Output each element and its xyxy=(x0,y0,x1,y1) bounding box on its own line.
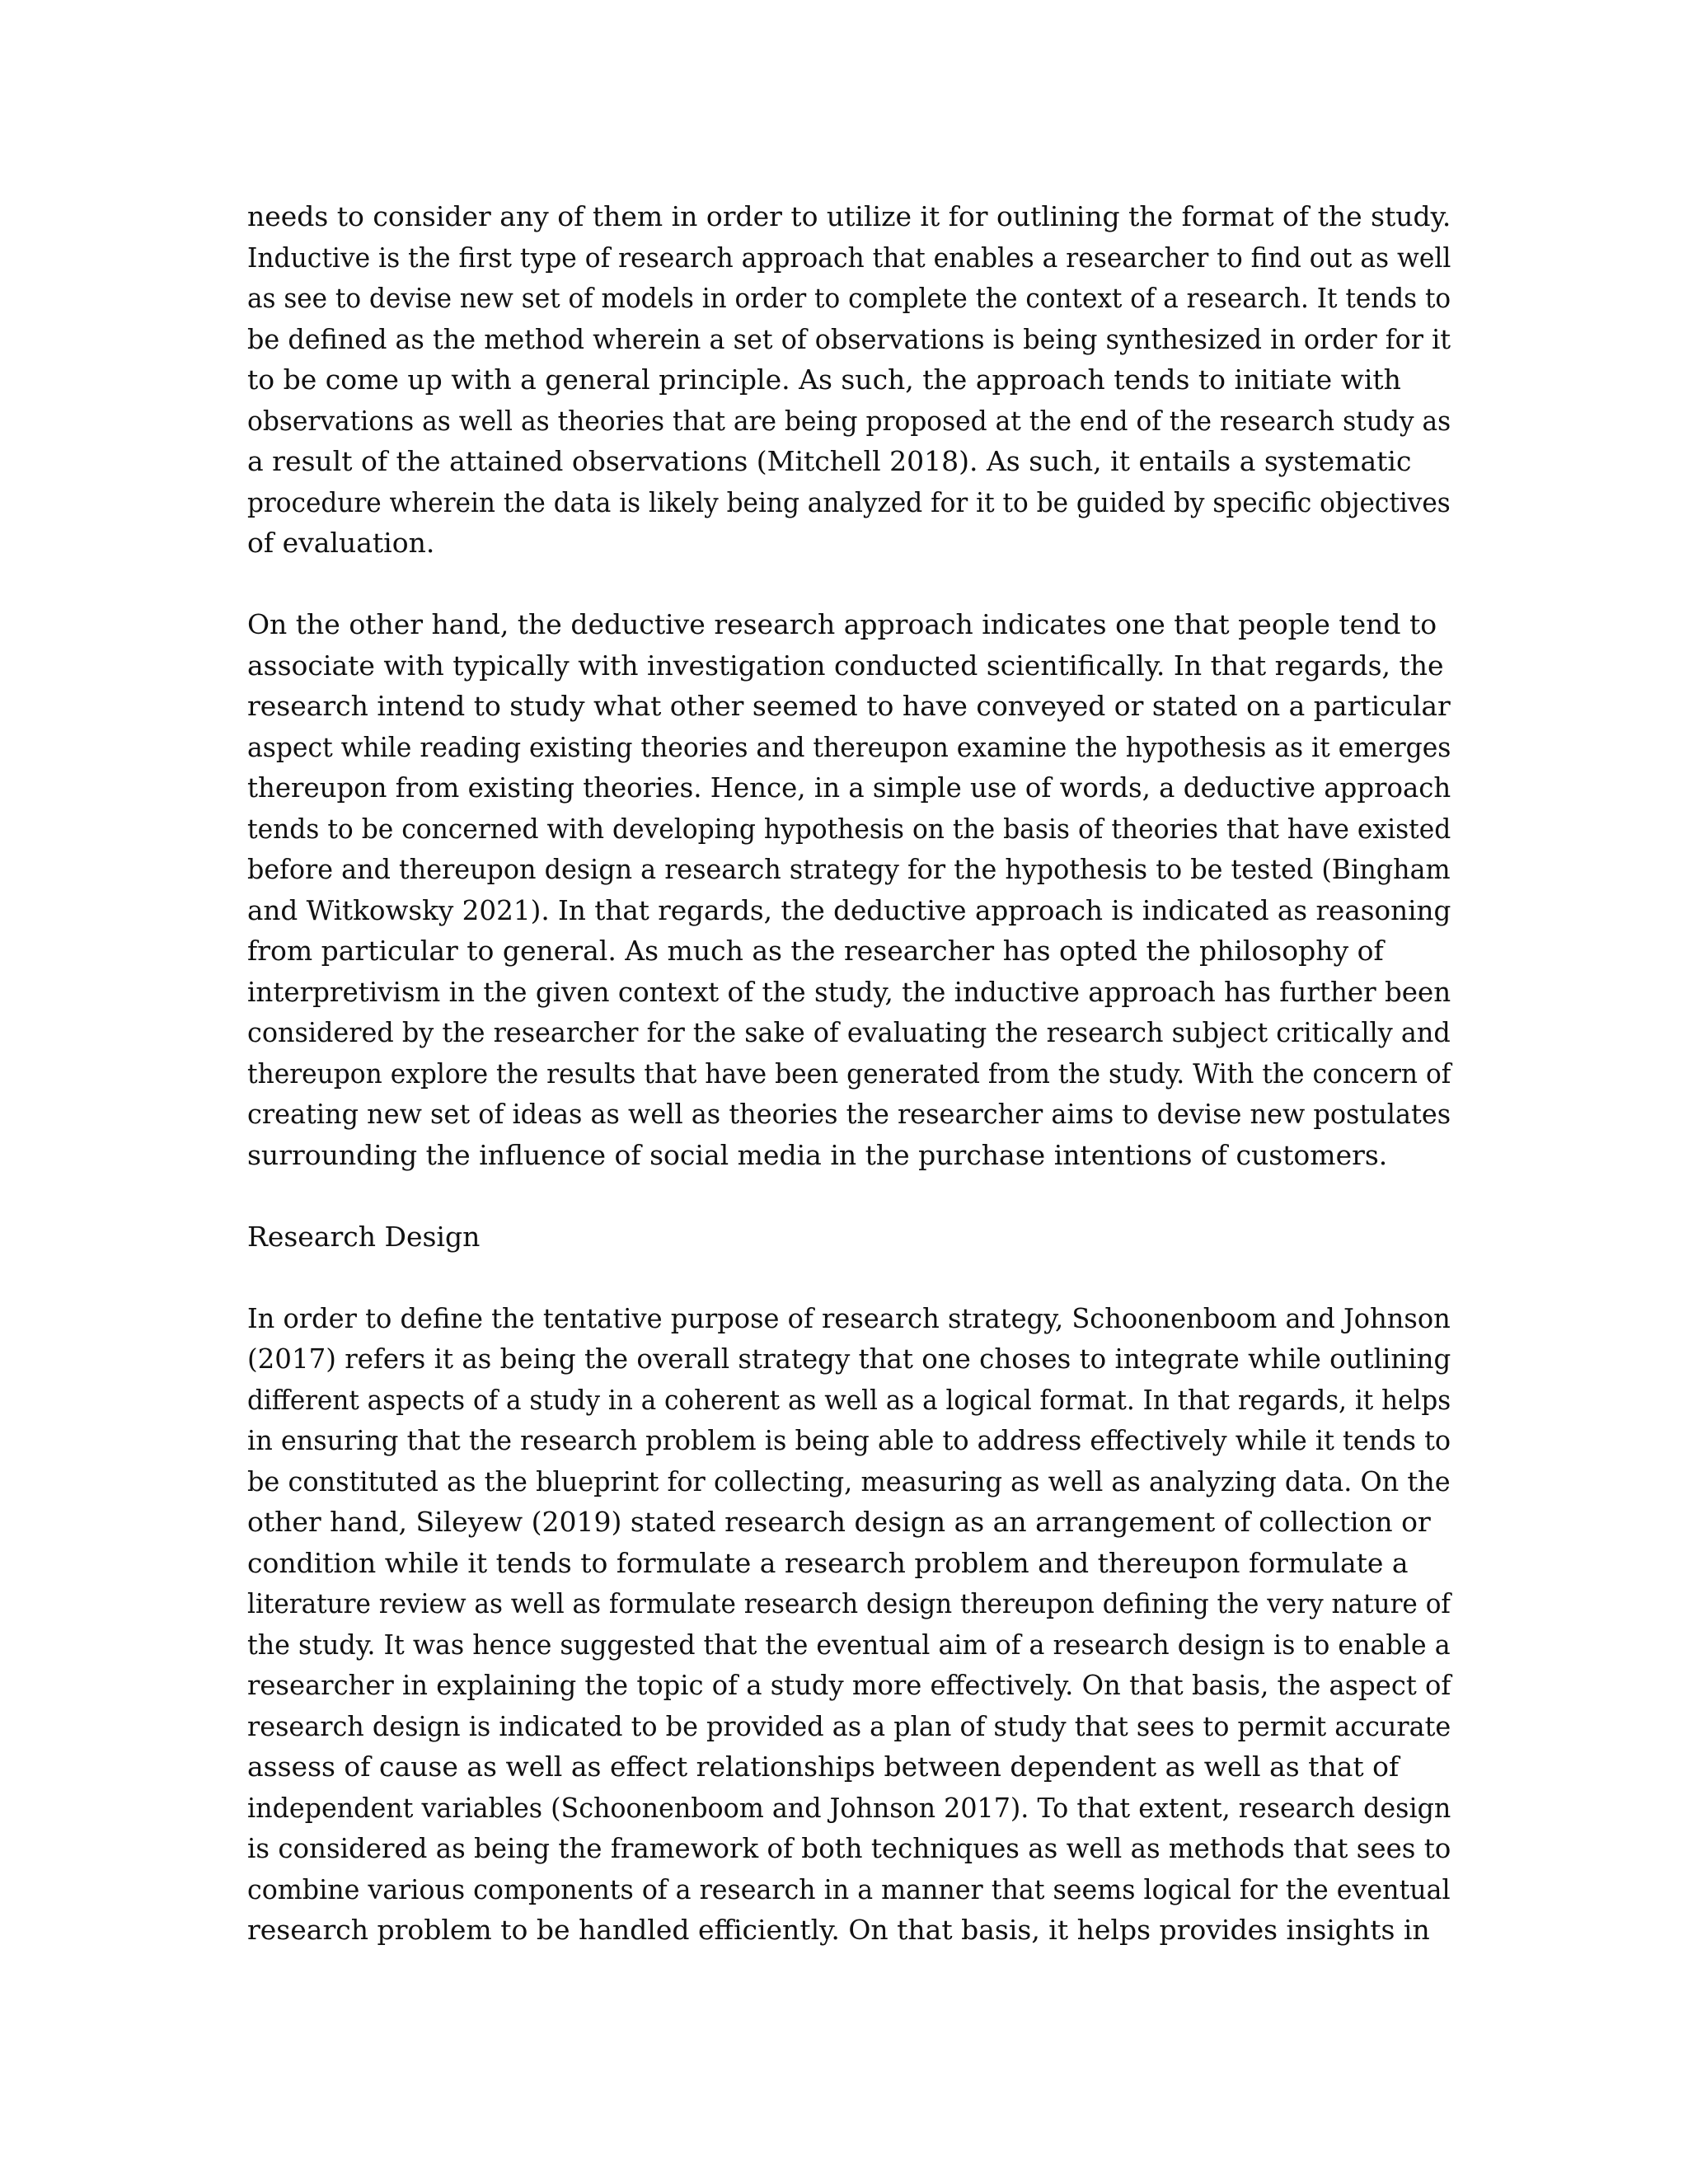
text-line: creating new set of ideas as well as theories the researcher aims to devise new postulates xyxy=(247,1098,1451,1130)
text-line: of evaluation. xyxy=(247,527,435,559)
text-line: different aspects of a study in a coherent as well as a logical format. In that regards, it helps xyxy=(247,1383,1451,1416)
text-line: to be come up with a general principle. As such, the approach tends to initiate with xyxy=(247,363,1401,396)
text-line: interpretivism in the given context of the study, the inductive approach has further been xyxy=(247,975,1451,1008)
text-line: associate with typically with investigation conducted scientifically. In that regards, the xyxy=(247,649,1444,682)
document-body xyxy=(247,196,1451,1951)
text-line: In order to define the tentative purpose of research strategy, Schoonenboom and Johnson xyxy=(247,1301,1451,1334)
text-line: researcher in explaining the topic of a study more effectively. On that basis, the aspect of xyxy=(247,1669,1451,1701)
text-line: as see to devise new set of models in order to complete the context of a research. It tends to xyxy=(247,282,1451,314)
text-line: in ensuring that the research problem is being able to address effectively while it tends to xyxy=(247,1424,1451,1456)
text-line: and Witkowsky 2021). In that regards, the deductive approach is indicated as reasoning xyxy=(247,893,1451,926)
paragraph-gap xyxy=(247,1257,1451,1298)
text-line: considered by the researcher for the sake of evaluating the research subject critically and xyxy=(247,1016,1451,1048)
text-line: literature review as well as formulate research design thereupon defining the very nature of xyxy=(247,1587,1451,1619)
text-line: from particular to general. As much as the researcher has opted the philosophy of xyxy=(247,935,1384,967)
text-line: research design is indicated to be provided as a plan of study that sees to permit accurate xyxy=(247,1709,1451,1742)
text-line: thereupon from existing theories. Hence, in a simple use of words, a deductive approach xyxy=(247,771,1451,804)
text-line: (2017) refers it as being the overall strategy that one choses to integrate while outlining xyxy=(247,1343,1451,1375)
paragraph xyxy=(247,1298,1451,1951)
text-line: research intend to study what other seemed to have conveyed or stated on a particular xyxy=(247,690,1451,722)
paragraph-gap xyxy=(247,1175,1451,1216)
text-line: thereupon explore the results that have been generated from the study. With the concern of xyxy=(247,1057,1451,1090)
text-line: before and thereupon design a research strategy for the hypothesis to be tested (Bingham xyxy=(247,853,1451,885)
text-line: a result of the attained observations (Mitchell 2018). As such, it entails a systematic xyxy=(247,445,1412,477)
text-line: tends to be concerned with developing hypothesis on the basis of theories that have existed xyxy=(247,812,1451,845)
text-line: procedure wherein the data is likely being analyzed for it to be guided by specific objectives xyxy=(247,485,1451,518)
text-line: On the other hand, the deductive research approach indicates one that people tend to xyxy=(247,608,1437,640)
text-line: Inductive is the first type of research approach that enables a researcher to find out as well xyxy=(247,241,1451,274)
text-line: aspect while reading existing theories and thereupon examine the hypothesis as it emerges xyxy=(247,730,1451,763)
text-line: needs to consider any of them in order to utilize it for outlining the format of the study. xyxy=(247,200,1451,232)
text-line: be constituted as the blueprint for collecting, measuring as well as analyzing data. On the xyxy=(247,1465,1451,1497)
text-line: surrounding the influence of social media in the purchase intentions of customers. xyxy=(247,1138,1388,1171)
paragraph-gap xyxy=(247,564,1451,605)
text-line: is considered as being the framework of both techniques as well as methods that sees to xyxy=(247,1832,1451,1864)
section-heading xyxy=(247,1216,1451,1258)
text-line: assess of cause as well as effect relationships between dependent as well as that of xyxy=(247,1750,1400,1783)
text-line: be defined as the method wherein a set of observations is being synthesized in order for it xyxy=(247,322,1451,355)
text-line: research problem to be handled efficiently. On that basis, it helps provides insights in xyxy=(247,1914,1430,1946)
text-line: the study. It was hence suggested that the eventual aim of a research design is to enable a xyxy=(247,1628,1451,1661)
text-line: Research Design xyxy=(247,1220,481,1253)
text-line: condition while it tends to formulate a research problem and thereupon formulate a xyxy=(247,1546,1409,1579)
paragraph xyxy=(247,196,1451,564)
text-line: independent variables (Schoonenboom and Johnson 2017). To that extent, research design xyxy=(247,1791,1451,1824)
text-line: combine various components of a research in a manner that seems logical for the eventual xyxy=(247,1872,1451,1905)
text-line: other hand, Sileyew (2019) stated research design as an arrangement of collection or xyxy=(247,1506,1431,1538)
text-line: observations as well as theories that are being proposed at the end of the research study as xyxy=(247,404,1451,437)
paragraph xyxy=(247,604,1451,1175)
